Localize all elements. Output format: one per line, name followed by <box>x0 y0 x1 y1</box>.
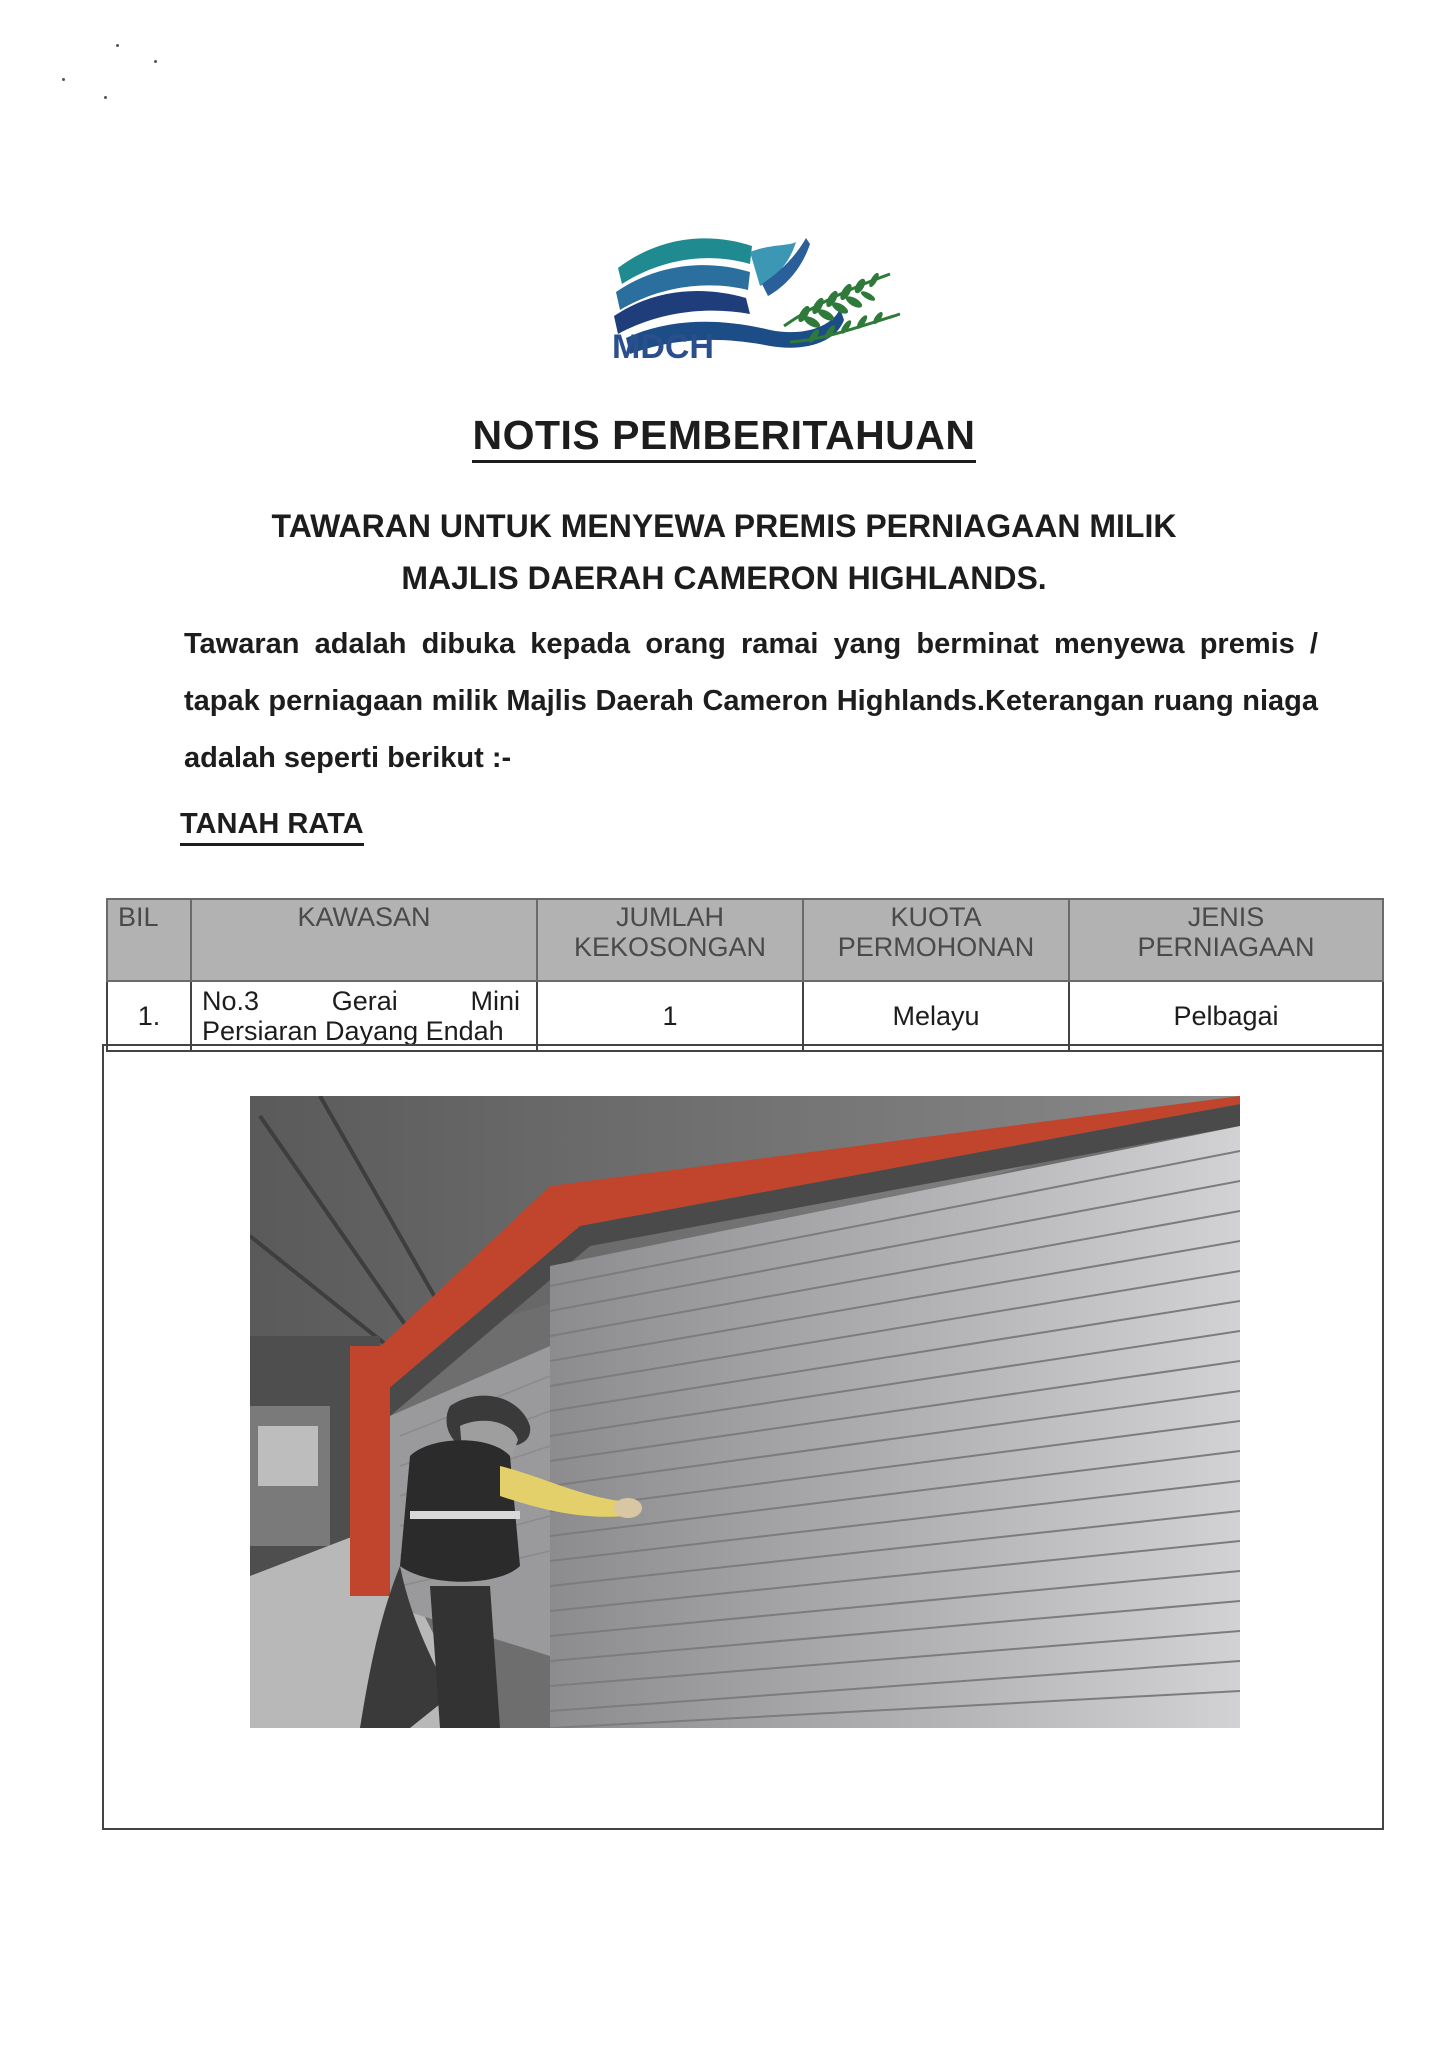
notice-title-text: NOTIS PEMBERITAHUAN <box>472 412 975 463</box>
header-jenis-line1: JENIS <box>1187 902 1265 932</box>
header-kuota-line1: KUOTA <box>890 902 982 932</box>
logo-text: MDCH <box>612 328 714 366</box>
header-kuota-line2: PERMOHONAN <box>837 932 1035 962</box>
subtitle-line-1: TAWARAN UNTUK MENYEWA PREMIS PERNIAGAAN MILIK <box>271 508 1177 544</box>
section-heading-text: TANAH RATA <box>180 808 364 846</box>
header-jumlah-line1: JUMLAH <box>615 902 724 932</box>
cell-bil: 1. <box>107 981 191 1051</box>
kawasan-line-2: Persiaran Dayang Endah <box>202 1016 504 1046</box>
table-row <box>107 981 1383 1051</box>
cell-kuota: Melayu <box>803 981 1069 1051</box>
premises-table <box>106 898 1384 1052</box>
notice-subtitle <box>0 500 1448 604</box>
header-bil: BIL <box>107 899 191 981</box>
kawasan-word-1: No.3 <box>202 986 260 1016</box>
intro-paragraph: Tawaran adalah dibuka kepada orang ramai yang berminat menyewa premis / tapak perniagaan milik Majlis Daerah Cameron Highlands.Keterangan ruang niaga adalah seperti berikut :- <box>184 628 1318 774</box>
section-heading <box>180 808 364 841</box>
subtitle-line-2: MAJLIS DAERAH CAMERON HIGHLANDS. <box>401 560 1047 596</box>
header-kawasan: KAWASAN <box>191 899 537 981</box>
header-jenis <box>1069 899 1383 981</box>
header-kuota <box>803 899 1069 981</box>
notice-title <box>0 412 1448 459</box>
cell-kawasan <box>191 981 537 1051</box>
cell-jenis: Pelbagai <box>1069 981 1383 1051</box>
kawasan-word-3: Mini <box>470 986 520 1016</box>
header-jumlah <box>537 899 803 981</box>
table-header-row <box>107 899 1383 981</box>
kawasan-line-1 <box>202 986 530 1016</box>
header-jenis-line2: PERNIAGAAN <box>1137 932 1315 962</box>
premises-photo <box>250 1096 1240 1728</box>
kawasan-word-2: Gerai <box>331 986 398 1016</box>
mdch-logo <box>600 222 920 372</box>
cell-jumlah: 1 <box>537 981 803 1051</box>
header-jumlah-line2: KEKOSONGAN <box>573 932 767 962</box>
